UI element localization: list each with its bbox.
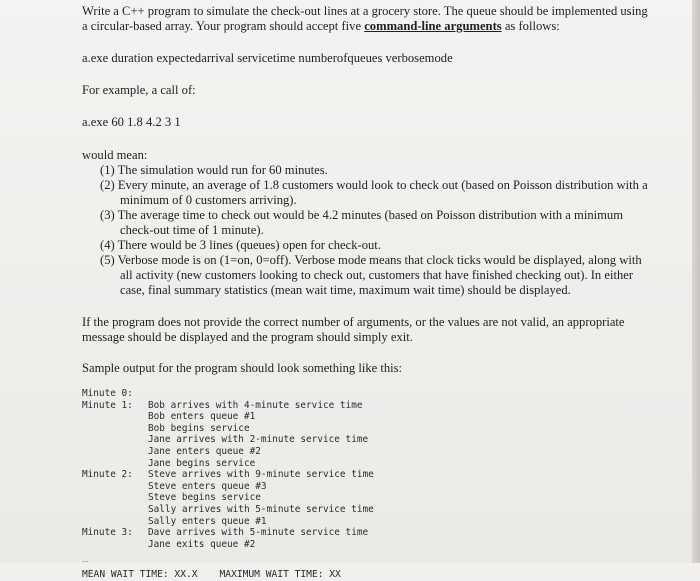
assignment-text (82, 4, 652, 581)
ellipsis: ... (82, 554, 89, 565)
minute-label: Minute 0: (82, 388, 133, 399)
minute-label (82, 458, 148, 470)
event-text: Jane enters queue #2 (148, 445, 261, 457)
list-item: (4) There would be 3 lines (queues) open for check-out. (100, 238, 381, 252)
output-line (82, 516, 652, 528)
output-line (82, 527, 652, 539)
event-text: Sally enters queue #1 (148, 515, 267, 527)
output-line (82, 411, 652, 423)
event-text: Bob enters queue #1 (148, 411, 256, 423)
output-line (82, 539, 652, 551)
command-line-arguments-emphasis: command-line arguments (364, 19, 502, 33)
example-call: a.exe 60 1.8 4.2 3 1 (82, 115, 181, 129)
intro-text: Write a C++ program to simulate the check-out lines at a grocery store. The queue should be implemented using a circular-based array. Your program should accept five (82, 4, 648, 33)
minute-label (82, 516, 148, 528)
summary-statistics (82, 569, 652, 581)
sample-output-lead: Sample output for the program should look something like this: (82, 361, 403, 375)
minute-label (82, 423, 148, 435)
event-text: Steve arrives with 9-minute service time (148, 469, 374, 481)
event-text: Bob begins service (148, 422, 250, 434)
argument-explanations (82, 163, 652, 298)
example-lead: For example, a call of: (82, 83, 196, 97)
intro-text-end: as follows: (501, 19, 560, 33)
event-text: Jane exits queue #2 (148, 538, 256, 550)
list-item: (3) The average time to check out would be 4.2 minutes (based on Poisson distribution with a minimum check-out time of 1 minute). (100, 208, 624, 237)
would-mean-label: would mean: (82, 148, 148, 162)
sample-output-block (82, 388, 652, 550)
list-item: (2) Every minute, an average of 1.8 customers would look to check out (based on Poisson distribution with a minimum of 0 customers arriving). (100, 178, 648, 207)
output-line (82, 388, 652, 400)
output-line (82, 481, 652, 493)
minute-label (82, 411, 148, 423)
minute-label (82, 446, 148, 458)
output-line (82, 492, 652, 504)
list-item: (1) The simulation would run for 60 minutes. (100, 163, 328, 177)
output-line (82, 446, 652, 458)
minute-label: Minute 3: (82, 527, 133, 539)
output-line (82, 423, 652, 435)
event-text: Jane arrives with 2-minute service time (148, 434, 369, 446)
output-line (82, 458, 652, 470)
mean-wait-time: MEAN WAIT TIME: XX.X (82, 569, 198, 581)
invalid-arguments-paragraph: If the program does not provide the correct number of arguments, or the values are not valid, an appropriate message should be displayed and the program should simply exit. (82, 315, 625, 344)
minute-label (82, 434, 148, 446)
minute-label (82, 539, 148, 551)
event-text: Bob arrives with 4-minute service time (148, 399, 363, 411)
output-line (82, 469, 652, 481)
event-text: Steve enters queue #3 (148, 480, 267, 492)
output-line (82, 400, 652, 412)
minute-label (82, 492, 148, 504)
output-line (82, 434, 652, 446)
event-text: Sally arrives with 5-minute service time (148, 503, 374, 515)
usage-line: a.exe duration expectedarrival servicetime numberofqueues verbosemode (82, 51, 453, 65)
event-text: Jane begins service (148, 457, 256, 469)
intro-paragraph (82, 4, 652, 34)
minute-label: Minute 2: (82, 469, 133, 481)
page-edge (692, 0, 700, 563)
minute-label (82, 481, 148, 493)
event-text: Steve begins service (148, 492, 261, 504)
list-item: (5) Verbose mode is on (1=on, 0=off). Verbose mode means that clock ticks would be displayed, along with all activity (new customers looking to check out, customers that have finished checking out). In either case, final summary statistics (mean wait time, maximum wait time) should be displayed. (100, 253, 642, 297)
minute-label (82, 504, 148, 516)
maximum-wait-time: MAXIMUM WAIT TIME: XX (219, 569, 341, 581)
minute-label: Minute 1: (82, 399, 133, 411)
output-line (82, 504, 652, 516)
event-text: Dave arrives with 5-minute service time (148, 527, 369, 539)
